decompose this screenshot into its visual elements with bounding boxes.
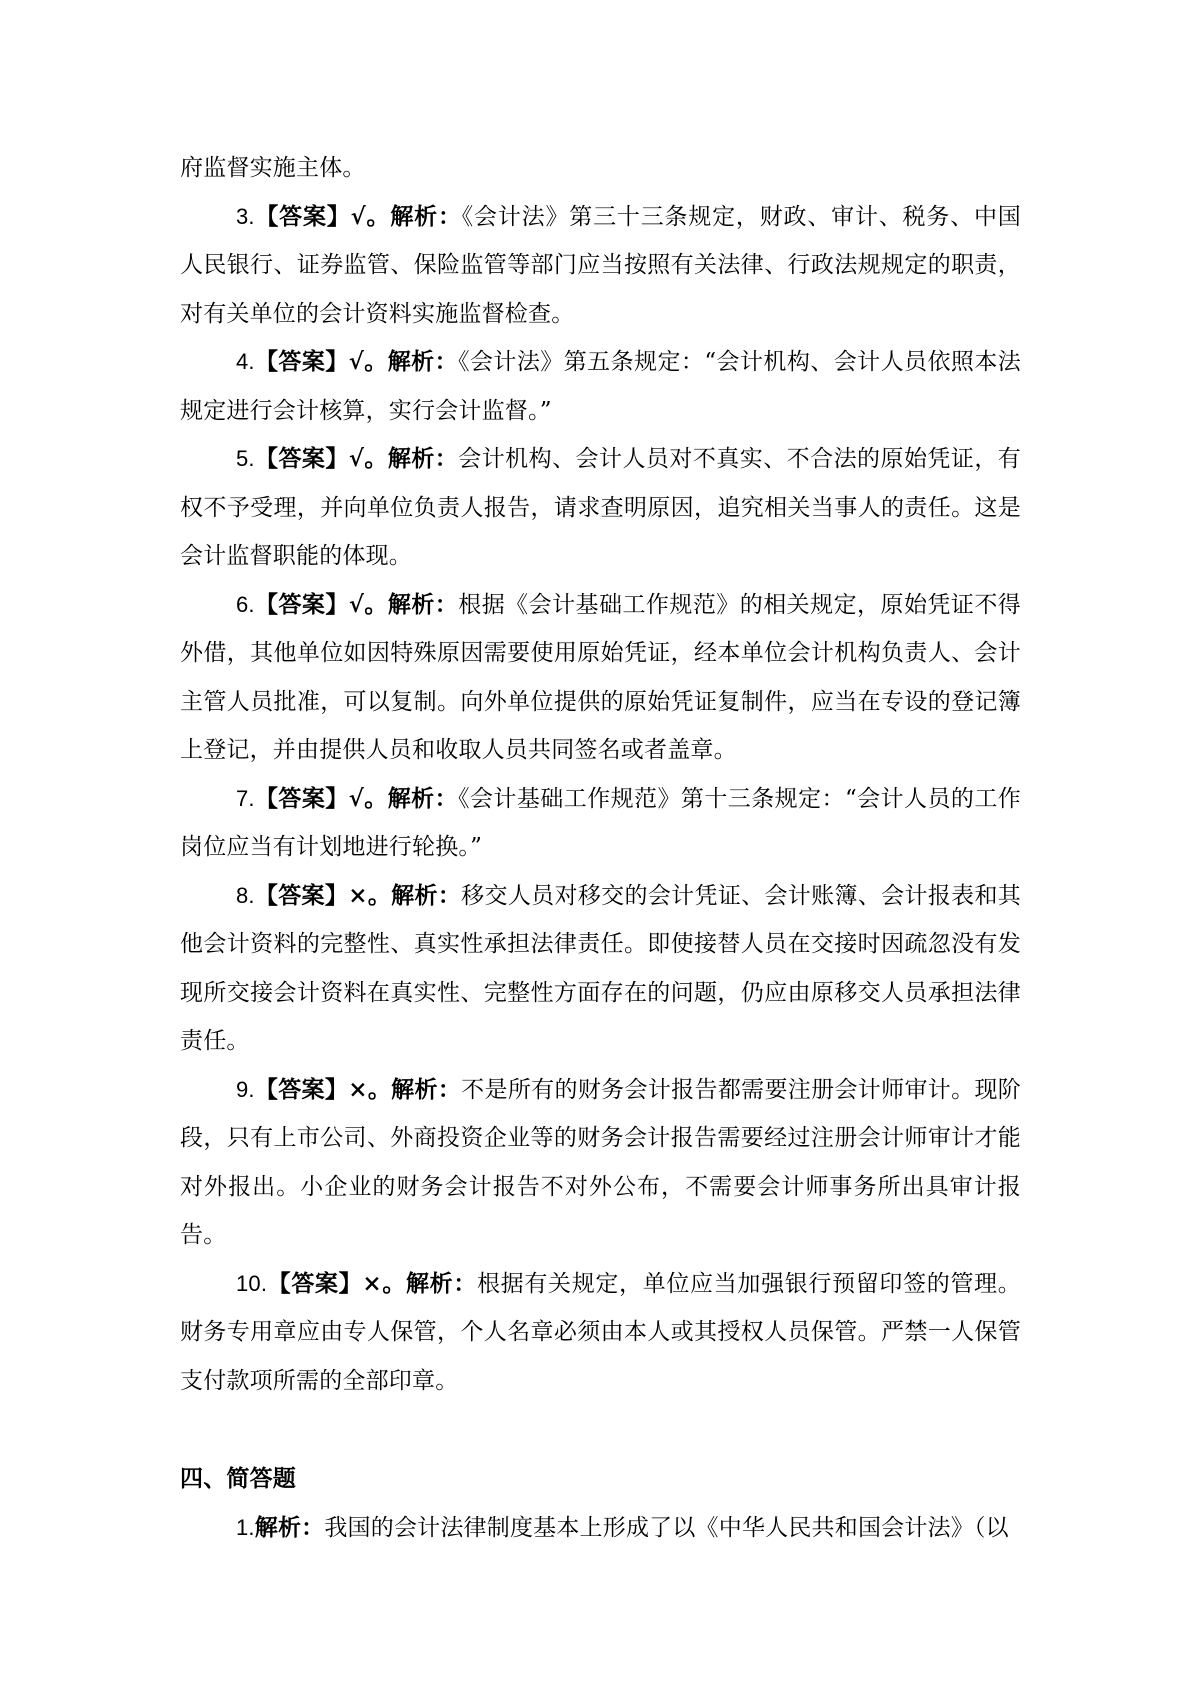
answer-mark: √ — [348, 590, 365, 618]
answer-sep: 。 — [364, 590, 388, 618]
answer-label: 【答案】 — [254, 881, 349, 909]
analysis-label: 解析： — [391, 1075, 462, 1103]
answer-label: 【答案】 — [254, 348, 349, 375]
analysis-text: 移交人员对移交的会计凭证、会计账簿、会计报表和其他会计资料的完整性、真实性承担法律责任。即使接替人员在交接时因疏忽没有发现所交接会计资料在真实性、完整性方面存在的问题，仍应由原移交人员承担法律责任。 — [180, 882, 1021, 1054]
answer-item-4 — [180, 338, 1021, 435]
analysis-label: 解析： — [406, 1269, 478, 1297]
item-number: 1. — [236, 1514, 255, 1540]
answer-sep: 。 — [364, 445, 388, 472]
answer-item-6 — [180, 581, 1021, 775]
analysis-text: 根据有关规定，单位应当加强银行预留印签的管理。财务专用章应由专人保管，个人名章必须由本人或其授权人员保管。严禁一人保管支付款项所需的全部印章。 — [180, 1270, 1021, 1394]
short-answer-item-1 — [180, 1504, 1021, 1553]
answer-sep: 。 — [367, 1075, 392, 1103]
answer-item-9 — [180, 1066, 1021, 1260]
analysis-text: 《会计法》第五条规定：“会计机构、会计人员依照本法规定进行会计核算，实行会计监督。” — [180, 349, 1021, 424]
analysis-text: 根据《会计基础工作规范》的相关规定，原始凭证不得外借，其他单位如因特殊原因需要使用原始凭证，经本单位会计机构负责人、会计主管人员批准，可以复制。向外单位提供的原始凭证复制件，应当在专设的登记簿上登记，并由提供人员和收取人员共同签名或者盖章。 — [180, 591, 1021, 763]
analysis-label: 解析： — [391, 881, 462, 909]
analysis-label: 解析： — [387, 445, 459, 472]
answer-label: 【答案】 — [254, 590, 349, 618]
item-number: 10. — [236, 1270, 268, 1296]
analysis-text: 不是所有的财务会计报告都需要注册会计师审计。现阶段，只有上市公司、外商投资企业等的财务会计报告需要经过注册会计师审计才能对外报出。小企业的财务会计报告不对外公布，不需要会计师事务所出具审计报告。 — [180, 1076, 1021, 1248]
item-number: 4. — [236, 349, 255, 374]
lead-line: 府监督实施主体。 — [180, 155, 366, 181]
answer-label: 【答案】 — [254, 1075, 349, 1103]
answer-label: 【答案】 — [267, 1269, 363, 1297]
answer-sep: 。 — [365, 202, 391, 230]
answer-sep: 。 — [367, 881, 392, 909]
answer-mark: × — [362, 1269, 382, 1297]
item-number: 9. — [236, 1076, 255, 1102]
analysis-label: 解析： — [254, 1513, 325, 1541]
item-number: 5. — [236, 446, 255, 471]
answer-item-8 — [180, 872, 1021, 1066]
page-content — [180, 144, 1021, 1552]
answer-item-10 — [180, 1260, 1021, 1406]
item-number: 7. — [236, 785, 255, 811]
answer-mark: √ — [348, 784, 365, 812]
analysis-text: 会计机构、会计人员对不真实、不合法的原始凭证，有权不予受理，并向单位负责人报告，请求查明原因，追究相关当事人的责任。这是会计监督职能的体现。 — [180, 446, 1021, 569]
answer-sep: 。 — [364, 784, 388, 812]
answer-mark: √ — [350, 202, 366, 230]
section-gap — [180, 1405, 1021, 1455]
answer-item-3 — [180, 193, 1021, 339]
item-number: 6. — [236, 591, 255, 617]
section-title: 四、简答题 — [180, 1466, 296, 1492]
answer-label: 【答案】 — [254, 202, 351, 230]
answer-label: 【答案】 — [254, 445, 349, 472]
answer-sep: 。 — [364, 348, 388, 375]
item-number: 3. — [236, 203, 255, 229]
answer-sep: 。 — [381, 1269, 406, 1297]
item-number: 8. — [236, 882, 255, 908]
analysis-text: 《会计法》第三十三条规定，财政、审计、税务、中国人民银行、证券监管、保险监管等部门应当按照有关法律、行政法规规定的职责，对有关单位的会计资料实施监督检查。 — [180, 203, 1021, 327]
answer-item-7 — [180, 775, 1021, 872]
answer-item-5 — [180, 435, 1021, 581]
answer-mark: √ — [348, 348, 365, 375]
answer-label: 【答案】 — [254, 784, 349, 812]
analysis-label: 解析： — [390, 202, 462, 230]
answer-mark: √ — [348, 445, 365, 472]
analysis-label: 解析： — [387, 348, 459, 375]
answer-mark: × — [348, 881, 368, 909]
analysis-text: 《会计基础工作规范》第十三条规定：“会计人员的工作岗位应当有计划地进行轮换。” — [180, 785, 1021, 860]
analysis-label: 解析： — [387, 590, 459, 618]
analysis-label: 解析： — [387, 784, 459, 812]
analysis-text: 我国的会计法律制度基本上形成了以《中华人民共和国会计法》（以 — [324, 1514, 1009, 1541]
answer-mark: × — [348, 1075, 368, 1103]
